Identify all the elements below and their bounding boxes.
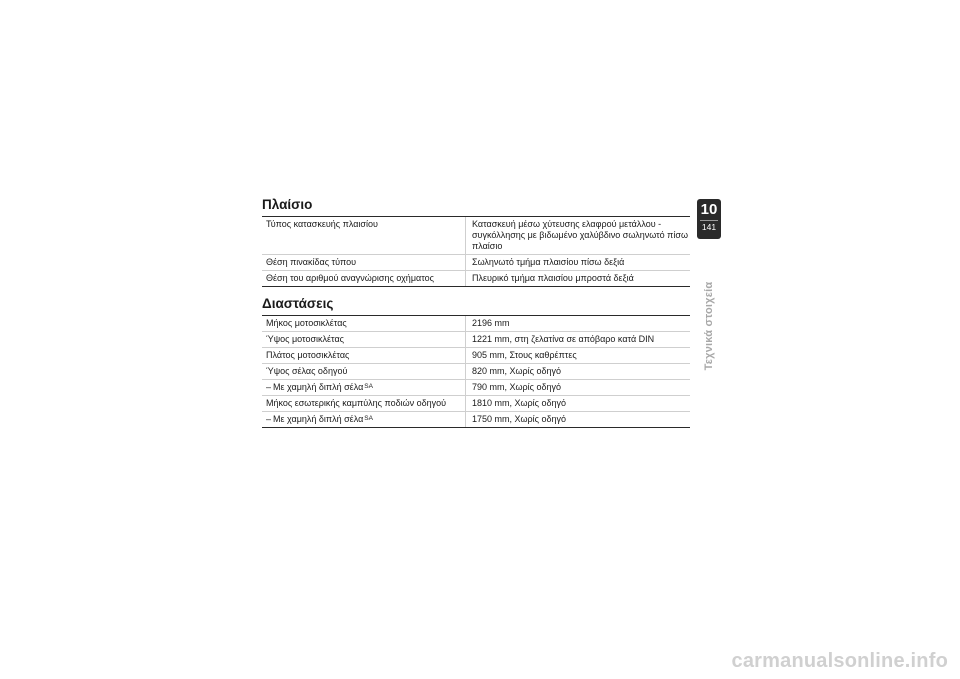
tab-divider [700, 220, 718, 221]
section-title-dimensions: Διαστάσεις [262, 296, 334, 311]
spec-content [262, 196, 690, 428]
table-row [262, 412, 690, 428]
section-title-frame: Πλαίσιο [262, 197, 313, 212]
row-value: 1221 mm, στη ζελατίνα σε απόβαρο κατά DIN [472, 334, 655, 344]
page-number: 141 [701, 222, 717, 232]
table-row [262, 332, 690, 348]
row-label: Θέση πινακίδας τύπου [262, 255, 466, 270]
table-row [262, 380, 690, 396]
chapter-side-label [701, 276, 717, 376]
dash-icon: – [266, 382, 272, 392]
dash-icon: – [266, 414, 272, 424]
row-label-text: Με χαμηλή διπλή σέλα [273, 414, 364, 424]
row-value: 2196 mm [472, 318, 510, 328]
row-value: 905 mm, Στους καθρέπτες [472, 350, 577, 360]
sa-superscript: SA [364, 415, 373, 422]
row-label: Τύπος κατασκευής πλαισίου [262, 217, 466, 254]
row-label: Ύψος μοτοσικλέτας [262, 332, 466, 347]
sa-superscript: SA [364, 383, 373, 390]
row-label: Ύψος σέλας οδηγού [262, 364, 466, 379]
row-label-text: Με χαμηλή διπλή σέλα [273, 382, 364, 392]
table-row [262, 255, 690, 271]
row-value: Κατασκευή μέσω χύτευσης ελαφρού μετάλλου - συγκόλλησης με βιδωμένο χαλύβδινο σωληνωτό πίσω πλαίσιο [472, 219, 688, 251]
row-label: Θέση του αριθμού αναγνώρισης οχήματος [262, 271, 466, 286]
frame-spec-table [262, 216, 690, 287]
row-value: 820 mm, Χωρίς οδηγό [472, 366, 562, 376]
chapter-number: 10 [700, 201, 718, 218]
row-value: Πλευρικό τμήμα πλαισίου μπροστά δεξιά [472, 273, 634, 283]
row-label: Πλάτος μοτοσικλέτας [262, 348, 466, 363]
table-row [262, 396, 690, 412]
row-label: Μήκος εσωτερικής καμπύλης ποδιών οδηγού [262, 396, 466, 411]
watermark: carmanualsonline.info [731, 650, 948, 672]
row-label-sub [262, 412, 466, 427]
row-label-sub [262, 380, 466, 395]
row-value: 1810 mm, Χωρίς οδηγό [472, 398, 567, 408]
table-row [262, 316, 690, 332]
chapter-tab [697, 199, 721, 239]
table-row [262, 348, 690, 364]
chapter-side-label-text: Τεχνικά στοιχεία [703, 281, 715, 371]
row-label: Μήκος μοτοσικλέτας [262, 316, 466, 331]
dimensions-spec-table [262, 315, 690, 428]
table-row [262, 364, 690, 380]
table-row [262, 217, 690, 255]
table-row [262, 271, 690, 287]
row-value: Σωληνωτό τμήμα πλαισίου πίσω δεξιά [472, 257, 625, 267]
row-value: 1750 mm, Χωρίς οδηγό [472, 414, 567, 424]
row-value: 790 mm, Χωρίς οδηγό [472, 382, 562, 392]
